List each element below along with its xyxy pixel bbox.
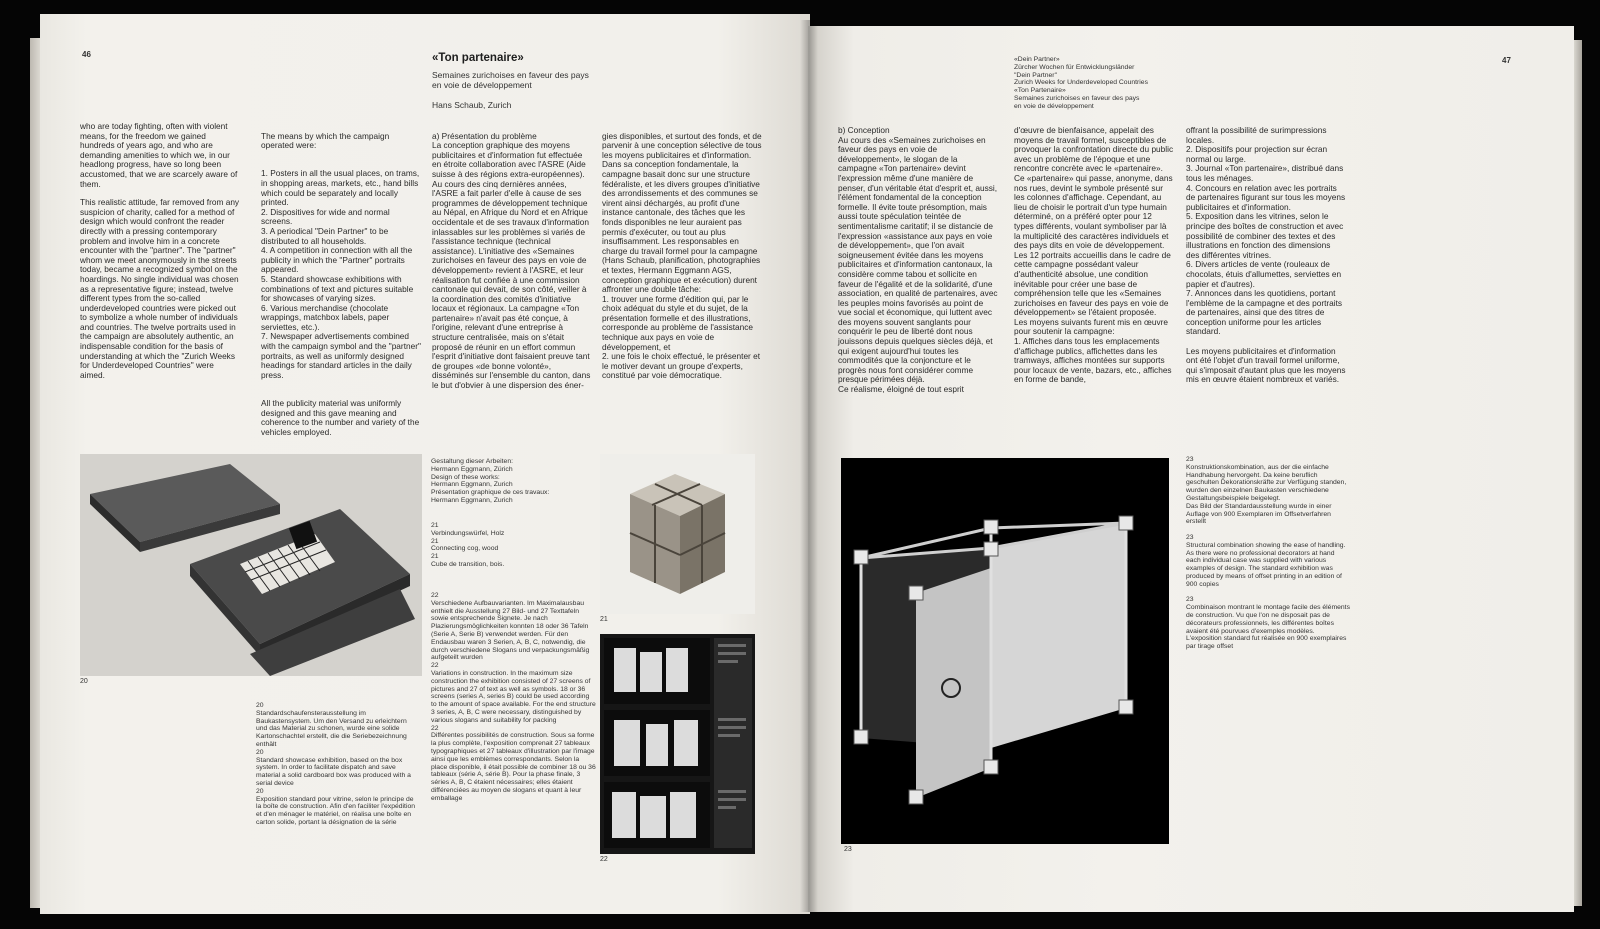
paragraph: All the publicity material was uniformly designed and this gave meaning and coherence to the number and variety of the vehicles employed. bbox=[261, 398, 420, 437]
article-author: Hans Schaub, Zurich bbox=[432, 100, 512, 110]
caption-figure-22: 22 Verschiedene Aufbauvarianten. Im Maximalausbau enthielt die Ausstellung 27 Bild- und 27 Texttafeln sowie entsprechende Signete. Je nach Plazierungsmöglichkeiten konnten 18 oder 36 Tafeln (Serie A, Serie B) verwendet werden. Für den Endausbau waren 3 Serien, A, B, C, notwendig, die durch verschiedene Slogans und verpackungsmäßig aufgeteilt wurden 22 Variations in construction. In the maximum size construction the exhibition consisted of 27 screens of pictures and 27 of text as well as symbols. 18 or 36 screens (series A, series B) could be used according to the amount of space available. For the end structure 3 series, A, B, C were necessary, distinguished by various slogans and suitability for packing 22 Différentes possibilités de construction. Sous sa forme la plus complète, l'exposition comprenait 27 tableaux typographiques et 27 tableaux d'illustration par l'image ainsi que les emblèmes correspondants. Selon la place disponible, il était possible de combiner 18 ou 36 tableaux (série A, série B). Pour la phase finale, 3 séries A, B, C étaient nécessaires; elles étaient différenciées au moyen de slogans et quant à leur emballage bbox=[431, 592, 596, 802]
paragraph: The means by which the campaign operated were: bbox=[261, 130, 390, 151]
article-title: «Ton partenaire» bbox=[432, 52, 524, 64]
figure-21-number: 21 bbox=[600, 616, 608, 623]
design-credits: Gestaltung dieser Arbeiten: Hermann Eggmann, Zürich Design of these works: Hermann Eggmann, Zurich Présentation graphique de ces travaux: Hermann Eggmann, Zurich bbox=[431, 458, 550, 504]
figure-22-number: 22 bbox=[600, 856, 608, 863]
construction-variants-image bbox=[600, 634, 755, 854]
figure-23-number: 23 bbox=[844, 846, 852, 853]
text-column-3 bbox=[432, 122, 592, 409]
caption-figure-23: 23 Konstruktionskombination, aus der die einfache Handhabung hervorgeht. Da keine beruflich geschulten Dekorationskräfte zur Verfügung standen, wurden den einzelnen Baukasten verschiedene Gestaltungsbeispiele beigelegt. Das Bild der Standardausstellung wurde in einer Auflage von 900 Exemplaren im Offsetverfahren erstellt 23 Structural combination showing the ease of handling. As there were no professional decorators at hand each individual case was supplied with various examples of design. The standard exhibition was produced by means of offset printing in an edition of 900 copies 23 Combinaison montrant le montage facile des éléments de construction. Vu que l'on ne disposait pas de décorateurs professionnels, les différentes boîtes avaient été pourvues d'exemples modèles. L'exposition standard fut réalisée en 900 exemplaires par tirage offset bbox=[1186, 456, 1350, 651]
page-number-right: 47 bbox=[1502, 56, 1511, 65]
exhibition-structure-image bbox=[841, 458, 1169, 844]
page-number-left: 46 bbox=[82, 50, 91, 59]
figure-21-photo bbox=[600, 454, 755, 614]
book-gutter bbox=[800, 20, 818, 912]
paragraph: who are today fighting, often with violent means, for the freedom we gained hundreds of years ago, and who are demanding amenities to which we, in our headlong progress, have so long been accustomed, that we are scarcely aware of them. bbox=[80, 121, 238, 189]
figure-20-photo bbox=[80, 454, 422, 676]
text-column-5: b) Conception Au cours des «Semaines zurichoises en faveur des pays en voie de développement», le slogan de la campagne «Ton partenaire» devint l'expression même d'une manière de penser, d'un véritable état d'esprit et, aussi, l'élément fondamental de la conception formelle. Il évite toute présomption, mais aussi toute spéculation teintée de sentimentalisme caritatif; il se distancie de l'expression «assistance aux pays en voie de développement», que l'on avait soigneusement évitée dans les moyens publicitaires et d'information cantonaux, la considère comme tabou et sollicite en faveur de l'égalité et de la solidarité, d'une association, en qualité de partenaires, avec les peuples moins favorisés au point de vue social et économique, qui luttent avec des moyens souvent sanglants pour conquérir le peu de liberté dont nous jouissons depuis quelques siècles déjà, et qui exigent aujourd'hui toutes les commodités que la conjoncture et le progrès nous font considérer comme presque périmées déjà. Ce réalisme, éloigné de tout esprit bbox=[838, 125, 998, 395]
left-page bbox=[40, 14, 810, 914]
text-column-2 bbox=[261, 122, 421, 456]
caption-figure-21: 21 Verbindungswürfel, Holz 21 Connecting cog, wood 21 Cube de transition, bois. bbox=[431, 522, 505, 568]
paragraph: 1. Posters in all the usual places, on trams, in shopping areas, markets, etc., hand bills which could be separately and locally printed. 2. Dispositives for wide and normal screens. 3. A periodical "Dein Partner" to be distributed to all households. 4. A competition in connection with all the publicity in which the "Partner" portraits appeared. 5. Standard showcase exhibitions with combinations of text and pictures suitable for showcases of varying sizes. 6. Various merchandise (chocolate wrappings, matchbox labels, paper serviettes, etc.). 7. Newspaper advertisements combined with the campaign symbol and the "partner" portraits, as well as uniformly designed headings for standard articles in the daily press. bbox=[261, 168, 421, 380]
caption-figure-20: 20 Standardschaufensterausstellung im Baukastensystem. Um den Versand zu erleichtern und das Material zu schonen, wurde eine solide Kartonschachtel erstellt, die die Seriebezeichnung enthält 20 Standard showcase exhibition, based on the box system. In order to facilitate dispatch and save material a solid cardboard box was produced with a serial device 20 Exposition standard pour vitrine, selon le principe de la boîte de construction. Afin d'en faciliter l'expédition et d'en ménager le matériel, on réalisa une boîte en carton solide, portant la désignation de la série bbox=[256, 702, 416, 826]
paragraph: gies disponibles, et surtout des fonds, et de parvenir à une conception sélective de tous les moyens publicitaires et d'information. Dans sa conception fondamentale, la campagne basait donc sur une structure fédéraliste, et les divers groupes d'initiative des arrondissements et des communes se virent ainsi déchargés, au profit d'une instance cantonale, des tâches que les fonds disponibles ne leur auraient pas permis d'exécuter, ou tout au plus insuffisamment. Les responsables en charge du travail formel pour la campagne (Hans Schaub, planification, photographies et textes, Hermann Eggmann AGS, conception graphique et exécution) durent affronter une double tâche: 1. trouver une forme d'édition qui, par le choix adéquat du style et du sujet, de la présentation formelle et des illustrations, corresponde au problème de l'assistance technique aux pays en voie de développement, et 2. une fois le choix effectué, le présenter et le motiver devant un groupe d'experts, constitué par voie démocratique. bbox=[602, 130, 762, 381]
article-subtitle: Semaines zurichoises en faveur des pays en voie de développement bbox=[432, 70, 589, 90]
paragraph: This realistic attitude, far removed from any suspicion of charity, called for a method of design which would confront the reader directly with a pressing contemporary problem and involve him in a concrete encounter with the "partner". The "partner" whom we meet anonymously in the streets today, became a recognized symbol on the hoardings. No single individual was chosen as a representative figure; instead, twelve different types from the so-called underdeveloped countries were picked out to symbolize a whole number of individuals and countries. The twelve portraits used in the campaign are absolutely authentic, an indispensable condition for the basis of understanding at which the "Zurich Weeks for Underdeveloped Countries" were aimed. bbox=[80, 197, 240, 380]
text-column-6: d'œuvre de bienfaisance, appelait des moyens de travail formel, susceptibles de provoquer la confrontation directe du public avec un problème de l'époque et une rencontre concrète avec le «partenaire». Ce «partenaire» qui passe, anonyme, dans nos rues, devint le symbole présenté sur les colonnes d'affichage. Cependant, au lieu de choisir le portrait d'un type humain déterminé, on a préféré opter pour 12 types différents, voulant symboliser par là la multiplicité des caractères individuels et des pays dits en voie de développement. Les 12 portraits accueillis dans le cadre de cette campagne possédant valeur d'authenticité absolue, une condition inévitable pour créer une base de compréhension telle que les «Semaines zurichoises en faveur des pays en voie de développement» se l'étaient proposée. Les moyens suivants furent mis en œuvre pour soutenir la campagne: 1. Affiches dans tous les emplacements d'affichage publics, affichettes dans les tramways, affiches montées sur supports pour locaux de vente, bazars, etc., affiches en forme de bande, bbox=[1014, 125, 1174, 385]
text-column-4 bbox=[602, 122, 766, 400]
figure-20-number: 20 bbox=[80, 678, 88, 685]
paragraph: a) Présentation du problème La conception graphique des moyens publicitaires et d'information fut effectuée en étroite collaboration avec l'ASRE (Aide suisse à des régions extra-européennes). Au cours des cinq dernières années, l'ASRE a fait parler d'elle à cause de ses programmes de développement technique au Népal, en Afrique du Nord et en Afrique occidentale et de ses travaux d'information inlassables sur les problèmes si variés de l'assistance technique (technical assistance). L'initiative des «Semaines zurichoises en faveur des pays en voie de développement» revient à l'ASRE, et leur réalisation fut confiée à une commission cantonale qui devait, de son côté, veiller à la coordination des comités d'initiative locaux et régionaux. La campagne «Ton partenaire» n'avait pas été conçue, à l'origine, relevant d'une entreprise à structure centralisée, mais on s'était proposé de réunir en un effort commun l'esprit d'initiative dont faisaient preuve tant de groupes «de bonne volonté», disséminés sur l'ensemble du canton, dans le but d'obvier à une dispersion des éner- bbox=[432, 130, 591, 391]
text-column-7: offrant la possibilité de surimpressions locales. 2. Dispositifs pour projection sur écran normal ou large. 3. Journal «Ton partenaire», distribué dans tous les ménages. 4. Concours en relation avec les portraits de partenaires figurant sur tous les moyens publicitaires et d'information. 5. Exposition dans les vitrines, selon le principe des boîtes de construction et avec possibilité de combiner des textes et des illustrations en fonction des dimensions des différentes vitrines. 6. Divers articles de vente (rouleaux de chocolats, étuis d'allumettes, serviettes en papier et d'autres). 7. Annonces dans les quotidiens, portant l'emblème de la campagne et des portraits de partenaires, ainsi que des titres de conception uniforme pour les articles standard. Les moyens publicitaires et d'information ont été l'objet d'un travail formel uniforme, qui s'imposait d'autant plus que les moyens mis en œuvre étaient nombreux et variés. bbox=[1186, 125, 1346, 385]
figure-22-photo bbox=[600, 634, 755, 854]
connecting-cube-image bbox=[600, 454, 755, 614]
figure-23-photo bbox=[841, 458, 1169, 844]
text-column-1 bbox=[80, 122, 240, 389]
exhibition-box-image bbox=[80, 454, 422, 676]
right-page bbox=[808, 26, 1574, 912]
running-header: «Dein Partner» Zürcher Wochen für Entwicklungsländer "Dein Partner" Zurich Weeks for Underdeveloped Countries «Ton Partenaire» Semaines zurichoises en faveur des pays en voie de développement bbox=[1014, 56, 1148, 110]
